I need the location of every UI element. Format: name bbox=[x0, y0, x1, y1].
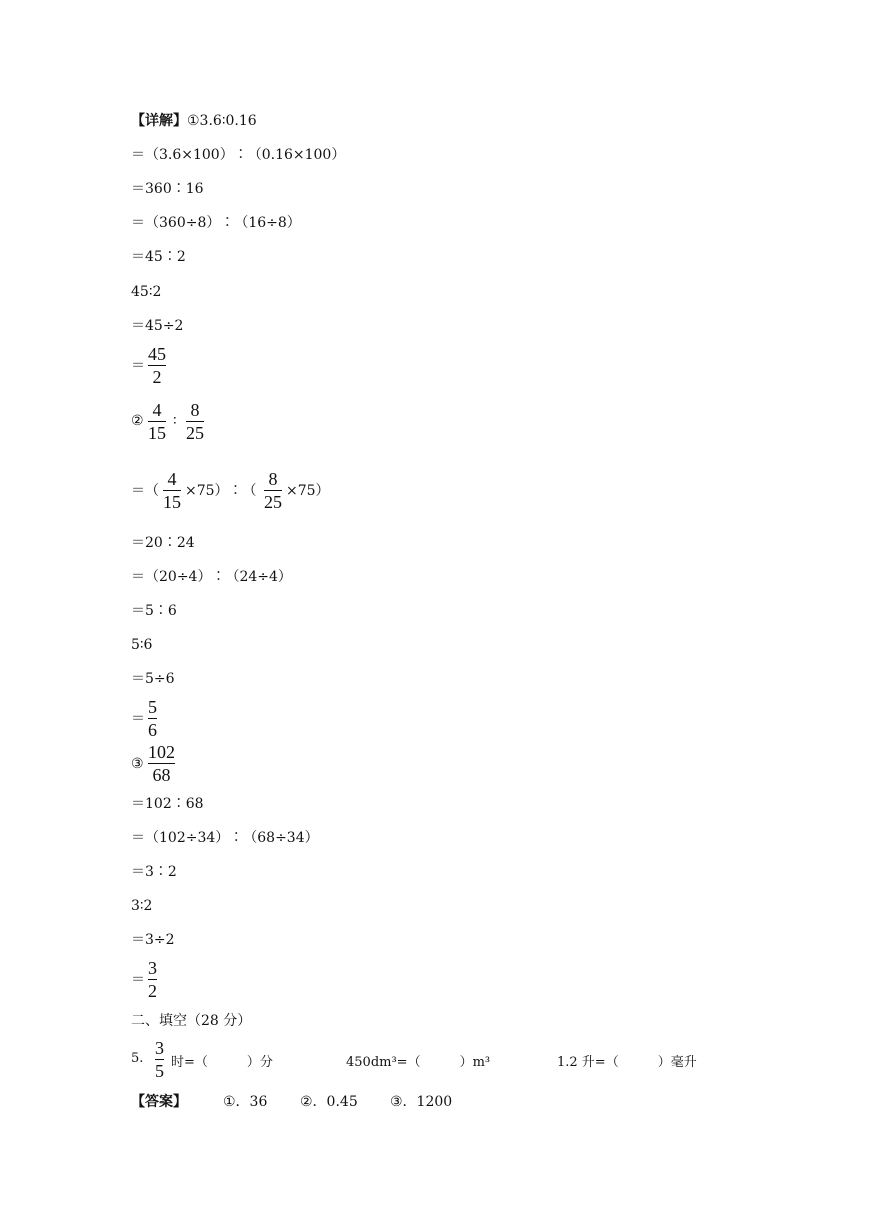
section-title: 二、填空（28 分） bbox=[131, 1013, 252, 1029]
fraction-numerator: 5 bbox=[148, 697, 157, 717]
part2-heading-fraction-2 bbox=[186, 400, 204, 443]
part1-line-2: ＝360∶16 bbox=[131, 181, 204, 197]
part1-result-fraction bbox=[148, 344, 166, 387]
fraction-numerator: 45 bbox=[148, 344, 166, 364]
part1-line-1: ＝（3.6×100）∶（0.16×100） bbox=[131, 147, 346, 163]
part2-step-fraction-1 bbox=[163, 469, 181, 512]
part2-line-5: ＝5÷6 bbox=[131, 671, 175, 687]
part1-line-3: ＝（360÷8）∶（16÷8） bbox=[131, 215, 301, 231]
fraction-bar bbox=[155, 1059, 164, 1060]
answer-label: 【答案】 bbox=[131, 1094, 187, 1110]
part2-result-prefix: ＝ bbox=[131, 711, 145, 727]
part2-step-pre: ＝（ bbox=[131, 483, 159, 499]
part2-result-fraction bbox=[148, 697, 157, 740]
fraction-bar bbox=[163, 490, 181, 491]
fraction-denominator: 68 bbox=[152, 765, 171, 785]
part1-line-4: ＝45∶2 bbox=[131, 249, 186, 265]
part1-heading: ①3.6∶0.16 bbox=[187, 113, 257, 129]
detail-heading-line bbox=[131, 111, 257, 131]
part2-step-fraction-2 bbox=[264, 469, 282, 512]
fraction-numerator: 4 bbox=[152, 400, 162, 420]
fraction-numerator: 102 bbox=[148, 742, 175, 762]
part3-line-5: ＝3÷2 bbox=[131, 932, 175, 948]
question5-fraction bbox=[155, 1038, 164, 1081]
part1-result-prefix: ＝ bbox=[131, 358, 145, 374]
fraction-denominator: 15 bbox=[163, 492, 181, 512]
part2-line-1: ＝20∶24 bbox=[131, 535, 195, 551]
fraction-denominator: 2 bbox=[148, 981, 157, 1001]
question5-part1: 时=（ ）分 bbox=[171, 1055, 273, 1070]
answer-item-3: ③．1200 bbox=[390, 1094, 453, 1110]
fraction-denominator: 2 bbox=[152, 367, 162, 387]
fraction-numerator: 4 bbox=[167, 469, 177, 489]
fraction-numerator: 3 bbox=[155, 1038, 164, 1058]
question5-part2: 450dm³=（ ）m³ bbox=[346, 1055, 491, 1070]
part2-line-2: ＝（20÷4）∶（24÷4） bbox=[131, 569, 292, 585]
fraction-numerator: 8 bbox=[268, 469, 278, 489]
part3-line-2: ＝（102÷34）∶（68÷34） bbox=[131, 830, 319, 846]
fraction-bar bbox=[148, 718, 157, 719]
part2-heading-colon: ∶ bbox=[173, 413, 177, 429]
part3-result-prefix: ＝ bbox=[131, 972, 145, 988]
fraction-bar bbox=[148, 979, 157, 980]
fraction-denominator: 15 bbox=[148, 423, 166, 443]
part2-heading-prefix: ② bbox=[131, 413, 144, 429]
fraction-numerator: 3 bbox=[148, 958, 157, 978]
fraction-bar bbox=[148, 365, 166, 366]
part3-heading-prefix: ③ bbox=[131, 756, 144, 772]
part3-line-1: ＝102∶68 bbox=[131, 796, 204, 812]
part2-line-4: 5∶6 bbox=[131, 637, 153, 653]
fraction-bar bbox=[264, 490, 282, 491]
fraction-denominator: 5 bbox=[155, 1061, 164, 1081]
fraction-denominator: 25 bbox=[186, 423, 204, 443]
question5-part3: 1.2 升=（ ）毫升 bbox=[557, 1055, 697, 1070]
part3-line-4: 3∶2 bbox=[131, 898, 153, 914]
detail-label: 【详解】 bbox=[131, 113, 187, 129]
fraction-denominator: 25 bbox=[264, 492, 282, 512]
answer-item-1: ①．36 bbox=[223, 1094, 268, 1110]
part1-line-5: 45∶2 bbox=[131, 284, 162, 300]
part2-heading-fraction-1 bbox=[148, 400, 166, 443]
fraction-bar bbox=[148, 421, 166, 422]
part3-result-fraction bbox=[148, 958, 157, 1001]
part1-line-6: ＝45÷2 bbox=[131, 318, 184, 334]
part3-heading-fraction bbox=[148, 742, 175, 785]
fraction-bar bbox=[148, 763, 175, 764]
part3-line-3: ＝3∶2 bbox=[131, 864, 177, 880]
fraction-denominator: 6 bbox=[148, 720, 157, 740]
part2-line-3: ＝5∶6 bbox=[131, 603, 177, 619]
part2-step-post: ×75） bbox=[286, 483, 330, 499]
question-number: 5. bbox=[131, 1051, 144, 1066]
answer-item-2: ②．0.45 bbox=[300, 1094, 358, 1110]
fraction-numerator: 8 bbox=[190, 400, 200, 420]
part2-step-mid: ×75）∶（ bbox=[185, 483, 257, 499]
fraction-bar bbox=[186, 421, 204, 422]
